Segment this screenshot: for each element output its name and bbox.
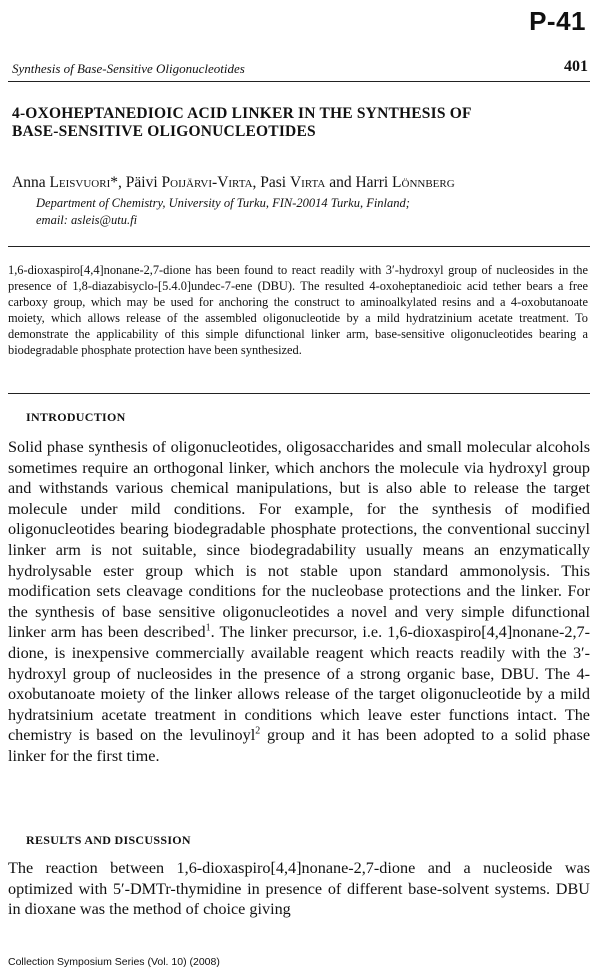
affiliation <box>36 195 576 229</box>
author-separator: , <box>252 174 261 191</box>
introduction-text-part-2: . The linker precursor, i.e. 1,6-dioxaspiro[4,4]nonane-2,7-dione, is inexpensive commercially available reagent which reacts readily with the 3′-hydroxyl group of nucleosides in the presence of a strong organic base, DBU. The 4-oxobutanoate moiety of the linker allows release of the target oligonucleotide by a mild hydratsinium acetate treatment in conditions which leave ester functions intact. The chemistry is based on the levulinoyl <box>8 623 590 745</box>
article-title <box>12 105 582 141</box>
introduction-paragraph <box>8 437 590 767</box>
poster-code: P-41 <box>529 6 586 36</box>
reference-2-superscript: 2 <box>255 725 261 737</box>
author-1-last-name: Leisvuori <box>49 174 111 191</box>
results-paragraph: The reaction between 1,6-dioxaspiro[4,4]nonane-2,7-dione and a nucleoside was optimized with 5′-DMTr-thymidine in presence of different base-solvent systems. DBU in dioxane was the method of choice giving <box>8 859 590 919</box>
author-list <box>12 173 592 192</box>
page-number: 401 <box>564 58 588 75</box>
author-separator: , <box>118 174 126 191</box>
footer-series: Collection Symposium Series (Vol. 10) (2008) <box>8 956 220 968</box>
abstract-text: 1,6-dioxaspiro[4,4]nonane-2,7-dione has been found to react readily with 3′-hydroxyl group of nucleosides in the presence of 1,8-diazabisyclo-[5.4.0]undec-7-ene (DBU). The resulted 4-oxoheptanedioic acid tether bears a free carboxy group, which may be used for anchoring the construct to aminoalkylated resins and a 4-oxobutanoate moiety, which allows release of the assembled oligonucleotide by a mild hydratzinium acetate treatment. To demonstrate the applicability of this simple difunctional linker arm, base-sensitive oligonucleotides bearing a biodegradable phosphate protection have been synthesized. <box>8 263 588 357</box>
article-title-line-2: BASE-SENSITIVE OLIGONUCLEOTIDES <box>12 123 316 140</box>
introduction-text-part-1: Solid phase synthesis of oligonucleotides, oligosaccharides and small molecular alcohols sometimes require an orthogonal linker, which anchors the molecule via hydroxyl group and withstands various chemical manipulations, but is also able to release the target molecule under mild conditions. For example, for the synthesis of modified oligonucleotides bearing biodegradable phosphate protections, the conventional succinyl linker arm is not suitable, since biodegradability usually means an enzymatically hydrolysable ester group which is not stable upon standard ammonolysis. This modification sets cleavage conditions for the nucleobase protections and the linker. For the synthesis of base sensitive oligonucleotides a novel and very simple difunctional linker arm has been described <box>8 438 590 642</box>
author-3-last-name: Virta <box>289 174 326 191</box>
introduction-heading: INTRODUCTION <box>26 410 126 424</box>
running-head <box>8 55 590 82</box>
running-title: Synthesis of Base-Sensitive Oligonucleotides <box>12 61 245 76</box>
affiliation-department: Department of Chemistry, University of Turku, FIN-20014 Turku, Finland; <box>36 196 410 210</box>
author-2-first-name: Päivi <box>125 174 158 191</box>
corresponding-author-mark: * <box>110 174 119 191</box>
abstract-top-rule <box>8 246 590 247</box>
author-2-last-name: Poijärvi-Virta <box>161 174 253 191</box>
reference-1-superscript: 1 <box>205 622 211 634</box>
introduction-text-part-3: group and it has been adopted to a solid phase linker for the first time. <box>8 726 590 765</box>
affiliation-email: email: asleis@utu.fi <box>36 213 138 227</box>
author-4-last-name: Lönnberg <box>392 174 455 191</box>
author-4-first-name: Harri <box>355 174 389 191</box>
author-3-first-name: Pasi <box>260 174 287 191</box>
abstract-bottom-rule <box>8 393 590 394</box>
article-title-line-1: 4-OXOHEPTANEDIOIC ACID LINKER IN THE SYNTHESIS OF <box>12 105 472 122</box>
author-separator: and <box>325 174 356 191</box>
results-heading: RESULTS AND DISCUSSION <box>26 833 191 847</box>
author-1-first-name: Anna <box>12 174 46 191</box>
